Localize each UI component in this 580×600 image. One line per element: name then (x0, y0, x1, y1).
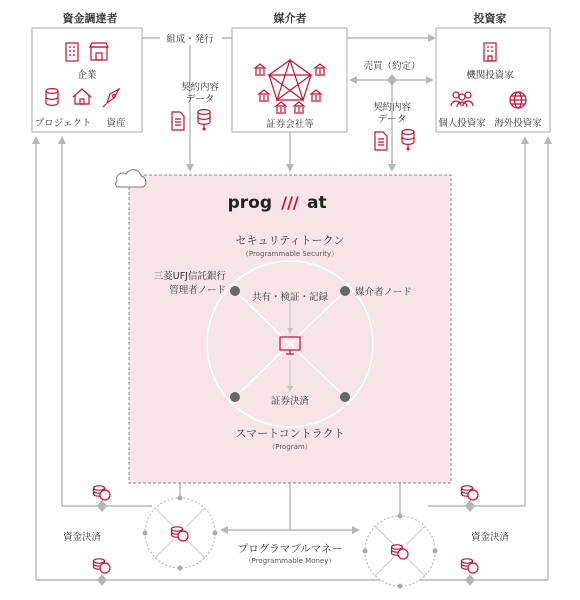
programmable-money-title: プログラマブルマネー (237, 543, 343, 555)
mufg-node-label-line2: 管理者ノード (169, 285, 226, 296)
smart-contract-subtitle: （Program） (268, 443, 312, 451)
flow-diamond (387, 74, 397, 86)
issuer-company-label: 企業 (77, 70, 97, 81)
settlement-label: 証券決済 (270, 396, 310, 407)
money-node-right (363, 514, 438, 589)
formation-issue-label: 組成・発行 (166, 34, 214, 45)
mufg-node-dot (230, 286, 240, 296)
shared-process-label: 共有・検証・記録 (251, 292, 329, 303)
mufg-node-label-line1: 三菱UFJ信託銀行 (153, 271, 226, 282)
money-settlement-right-label: 資金決済 (470, 532, 510, 543)
intermediary-box (232, 28, 347, 132)
money-node-left (143, 496, 218, 571)
flow-diamond (97, 500, 107, 512)
coins-icon (462, 559, 479, 573)
investor-overseas-label: 海外投資家 (494, 118, 542, 129)
intermediary-securities-label: 証券会社等 (266, 119, 314, 130)
intermediary-title: 媒介者 (273, 12, 307, 25)
security-token-title: セキュリティトークン (235, 234, 345, 247)
coins-icon (94, 486, 111, 500)
investor-title: 投資家 (473, 12, 507, 25)
flow-diamond (465, 574, 475, 586)
contract-data-right-line1: 契約内容 (372, 102, 412, 113)
contract-data-left-line1: 契約内容 (180, 82, 220, 93)
document-icon (375, 132, 387, 150)
buy-sell-label: 売買（約定） (363, 61, 421, 72)
investor-institutional-label: 機関投資家 (466, 70, 514, 81)
logo-prog-text: prog (227, 193, 272, 213)
broker-node-dot (340, 286, 350, 296)
money-settlement-left-label: 資金決済 (62, 532, 102, 543)
flow-diamond (465, 500, 475, 512)
programmable-money-subtitle: （Programmable Money） (244, 557, 336, 565)
issuer-title: 資金調達者 (62, 12, 118, 25)
node-dot (340, 392, 350, 402)
cloud-icon (116, 170, 146, 187)
smart-contract-title: スマートコントラクト (235, 427, 345, 440)
node-dot (230, 392, 240, 402)
flow-diamond (97, 574, 107, 586)
document-icon (172, 112, 184, 130)
investor-individual-label: 個人投資家 (438, 118, 486, 129)
logo-at-text: at (307, 193, 327, 213)
contract-data-left-line2: データ (185, 94, 215, 105)
issuer-asset-label: 資産 (106, 118, 126, 129)
coins-icon (462, 486, 479, 500)
contract-data-right-line2: データ (377, 114, 407, 125)
logo-mark: /// (281, 193, 299, 212)
data-server-icon (198, 110, 210, 131)
coins-icon (94, 559, 111, 573)
broker-node-label: 媒介者ノード (355, 287, 412, 298)
issuer-project-label: プロジェクト (34, 118, 92, 129)
security-token-subtitle: （Programmable Security） (241, 250, 339, 258)
data-server-icon (402, 130, 414, 151)
